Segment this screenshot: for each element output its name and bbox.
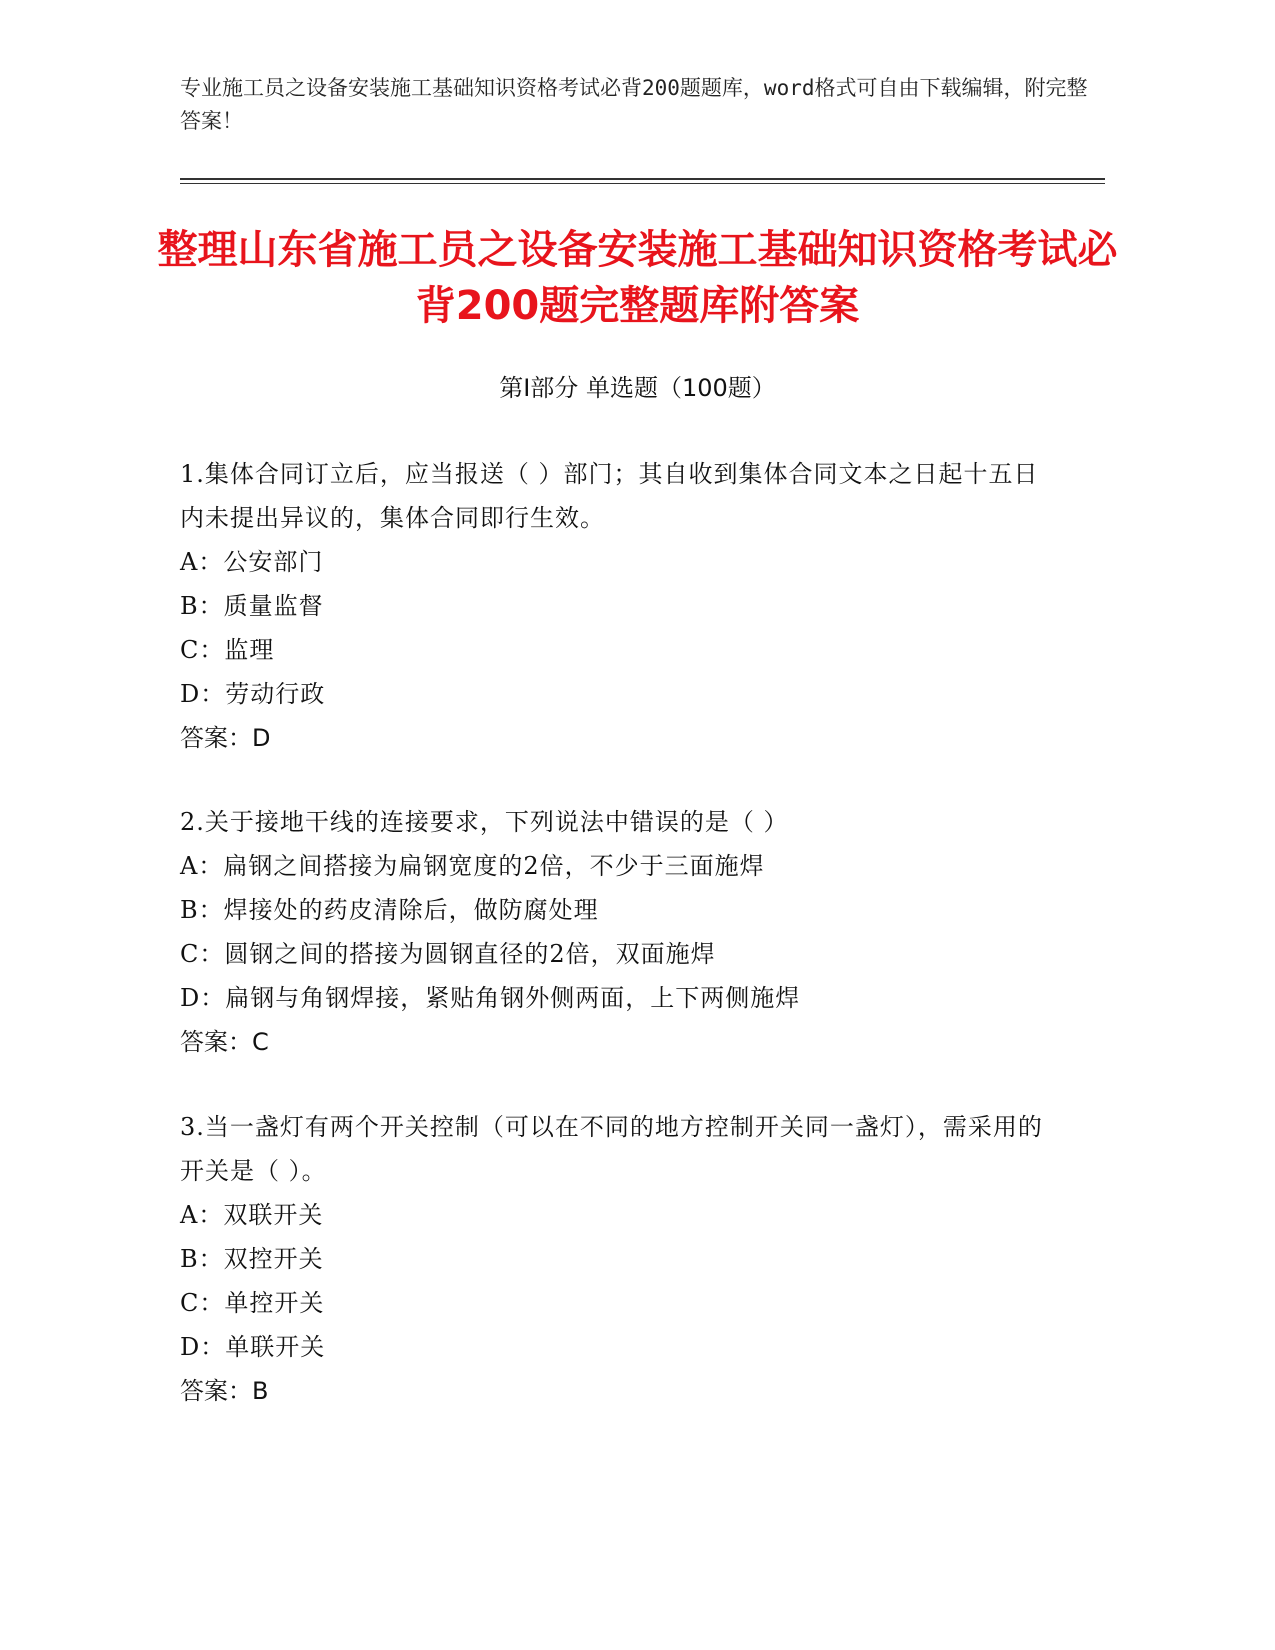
question-1	[180, 452, 1060, 760]
header-divider	[180, 178, 1105, 180]
question-stem: 3.当一盏灯有两个开关控制（可以在不同的地方控制开关同一盏灯），需采用的开关是（ ）。	[180, 1113, 1043, 1185]
document-title: 整理山东省施工员之设备安装施工基础知识资格考试必背200题完整题库附答案	[157, 227, 1118, 329]
option-b: B：焊接处的药皮清除后，做防腐处理	[180, 896, 599, 924]
answer: 答案：B	[180, 1377, 269, 1405]
option-d: D：扁钢与角钢焊接，紧贴角钢外侧两面，上下两侧施焊	[180, 984, 801, 1012]
question-3	[180, 1105, 1060, 1413]
option-b: B：双控开关	[180, 1245, 324, 1273]
option-d: D：劳动行政	[180, 680, 326, 708]
section-title: 第Ⅰ部分 单选题（100题）	[499, 374, 776, 402]
option-a: A：扁钢之间搭接为扁钢宽度的2倍，不少于三面施焊	[180, 852, 765, 880]
option-c: C：监理	[180, 636, 275, 664]
option-a: A：公安部门	[180, 548, 324, 576]
option-a: A：双联开关	[180, 1201, 324, 1229]
question-stem: 1.集体合同订立后，应当报送（ ）部门；其自收到集体合同文本之日起十五日内未提出异议的，集体合同即行生效。	[180, 460, 1039, 532]
answer: 答案：D	[180, 724, 271, 752]
header-note: 专业施工员之设备安装施工基础知识资格考试必背200题题库，word格式可自由下载编辑，附完整答案！	[180, 76, 1088, 133]
question-stem: 2.关于接地干线的连接要求，下列说法中错误的是（ ）	[180, 808, 789, 836]
option-d: D：单联开关	[180, 1333, 326, 1361]
option-c: C：单控开关	[180, 1289, 325, 1317]
option-b: B：质量监督	[180, 592, 324, 620]
question-2	[180, 800, 1060, 1064]
answer: 答案：C	[180, 1028, 269, 1056]
option-c: C：圆钢之间的搭接为圆钢直径的2倍，双面施焊	[180, 940, 716, 968]
header-divider-thin	[180, 183, 1105, 184]
